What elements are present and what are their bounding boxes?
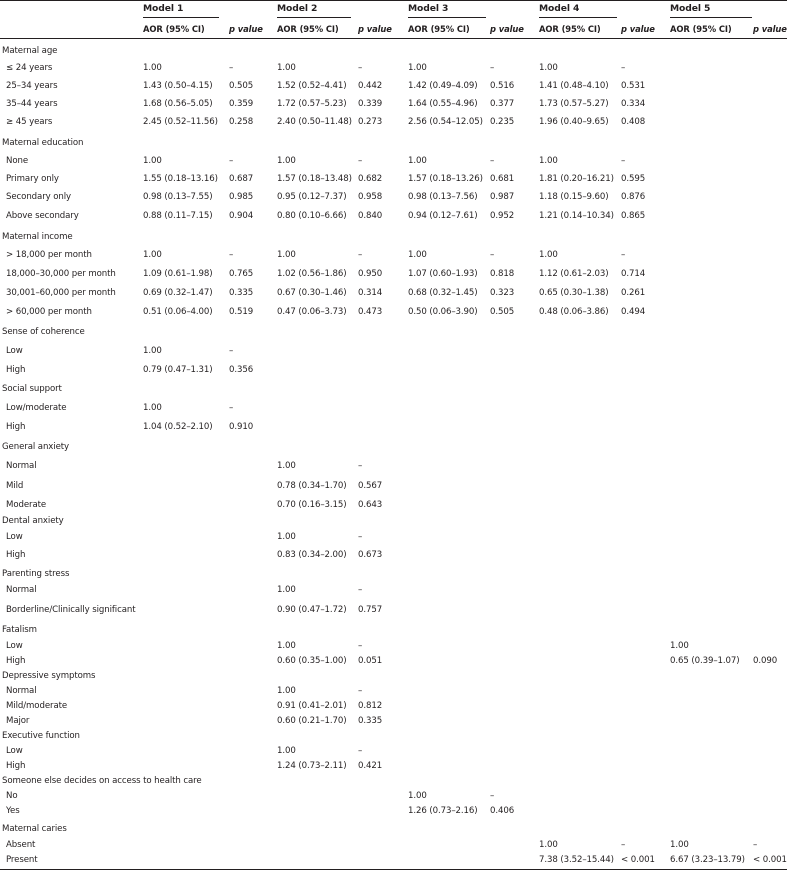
aor-cell: 1.24 (0.73–2.11) (277, 761, 347, 771)
model-header-underline (670, 17, 752, 18)
p-value-cell: 0.958 (358, 192, 383, 202)
aor-cell: 1.00 (143, 250, 162, 260)
row-label: Mild/moderate (6, 701, 68, 711)
aor-cell: 1.00 (670, 641, 689, 651)
p-value-cell: 0.985 (229, 192, 254, 202)
p-value-cell: – (621, 250, 626, 260)
aor-cell: 1.00 (408, 63, 427, 73)
p-value-cell: 0.567 (358, 481, 383, 491)
aor-cell: 1.00 (143, 403, 162, 413)
aor-cell: 1.00 (277, 585, 296, 595)
model-header-underline (143, 17, 219, 18)
p-value-cell: – (358, 686, 363, 696)
p-value-cell: 0.377 (490, 99, 515, 109)
aor-cell: 1.43 (0.50–4.15) (143, 81, 213, 91)
p-value-cell: 0.334 (621, 99, 646, 109)
aor-cell: 2.56 (0.54–12.05) (408, 117, 483, 127)
aor-cell: 1.12 (0.61–2.03) (539, 269, 609, 279)
aor-cell: 1.68 (0.56–5.05) (143, 99, 213, 109)
p-value-cell: 0.673 (358, 550, 383, 560)
aor-cell: 1.00 (539, 63, 558, 73)
p-value-cell: 0.531 (621, 81, 646, 91)
aor-cell: 1.64 (0.55–4.96) (408, 99, 478, 109)
section-label: Maternal education (2, 138, 84, 148)
bottom-rule (0, 869, 787, 870)
row-label: ≥ 45 years (6, 117, 53, 127)
p-value-cell: – (490, 63, 495, 73)
aor-cell: 1.00 (277, 641, 296, 651)
column-header-aor: AOR (95% CI) (277, 24, 339, 34)
p-value-cell: – (229, 156, 234, 166)
column-header-aor: AOR (95% CI) (143, 24, 205, 34)
row-label: Low/moderate (6, 403, 67, 413)
column-header-p-value: p value (753, 24, 787, 34)
p-value-cell: 0.987 (490, 192, 515, 202)
p-value-cell: 0.910 (229, 422, 254, 432)
p-value-cell: – (358, 532, 363, 542)
aor-cell: 1.55 (0.18–13.16) (143, 174, 218, 184)
aor-cell: 1.81 (0.20–16.21) (539, 174, 614, 184)
p-value-cell: 0.519 (229, 307, 254, 317)
row-label: Major (6, 716, 30, 726)
aor-cell: 1.00 (408, 250, 427, 260)
aor-cell: 1.00 (277, 532, 296, 542)
aor-cell: 1.96 (0.40–9.65) (539, 117, 609, 127)
aor-cell: 7.38 (3.52–15.44) (539, 855, 614, 865)
aor-cell: 0.78 (0.34–1.70) (277, 481, 347, 491)
header-rule (0, 38, 787, 39)
p-value-cell: – (229, 403, 234, 413)
p-value-cell: 0.339 (358, 99, 383, 109)
row-label: 35–44 years (6, 99, 58, 109)
row-label: Above secondary (6, 211, 79, 221)
model-header: Model 3 (408, 3, 449, 14)
row-label: ≤ 24 years (6, 63, 53, 73)
section-label: General anxiety (2, 442, 70, 452)
aor-cell: 1.26 (0.73–2.16) (408, 806, 478, 816)
p-value-cell: 0.473 (358, 307, 383, 317)
row-label: Mild (6, 481, 24, 491)
model-header-underline (277, 17, 351, 18)
column-header-p-value: p value (229, 24, 263, 34)
aor-cell: 0.50 (0.06–3.90) (408, 307, 478, 317)
row-label: Moderate (6, 500, 47, 510)
aor-cell: 1.00 (277, 63, 296, 73)
aor-cell: 1.00 (277, 746, 296, 756)
p-value-cell: 0.051 (358, 656, 383, 666)
aor-cell: 0.67 (0.30–1.46) (277, 288, 347, 298)
p-value-cell: 0.681 (490, 174, 515, 184)
p-value-cell: – (358, 746, 363, 756)
p-value-cell: – (229, 63, 234, 73)
section-label: Parenting stress (2, 569, 70, 579)
aor-cell: 0.60 (0.35–1.00) (277, 656, 347, 666)
aor-cell: 1.04 (0.52–2.10) (143, 422, 213, 432)
p-value-cell: 0.765 (229, 269, 254, 279)
aor-cell: 0.90 (0.47–1.72) (277, 605, 347, 615)
aor-cell: 1.00 (539, 840, 558, 850)
p-value-cell: – (358, 641, 363, 651)
aor-cell: 0.95 (0.12–7.37) (277, 192, 347, 202)
aor-cell: 1.00 (277, 156, 296, 166)
row-label: 25–34 years (6, 81, 58, 91)
aor-cell: 1.09 (0.61–1.98) (143, 269, 213, 279)
aor-cell: 1.52 (0.52–4.41) (277, 81, 347, 91)
aor-cell: 1.57 (0.18–13.26) (408, 174, 483, 184)
aor-cell: 0.60 (0.21–1.70) (277, 716, 347, 726)
row-label: Present (6, 855, 38, 865)
p-value-cell: 0.952 (490, 211, 515, 221)
aor-cell: 1.00 (539, 250, 558, 260)
section-label: Executive function (2, 731, 80, 741)
row-label: Low (6, 346, 23, 356)
p-value-cell: – (621, 156, 626, 166)
aor-cell: 1.00 (277, 250, 296, 260)
aor-cell: 0.70 (0.16–3.15) (277, 500, 347, 510)
row-label: High (6, 365, 26, 375)
aor-cell: 1.00 (670, 840, 689, 850)
aor-cell: 0.80 (0.10–6.66) (277, 211, 347, 221)
aor-cell: 1.00 (143, 63, 162, 73)
p-value-cell: 0.950 (358, 269, 383, 279)
p-value-cell: < 0.001 (753, 855, 787, 865)
p-value-cell: 0.757 (358, 605, 383, 615)
aor-cell: 0.48 (0.06–3.86) (539, 307, 609, 317)
aor-cell: 0.79 (0.47–1.31) (143, 365, 213, 375)
aor-cell: 0.65 (0.30–1.38) (539, 288, 609, 298)
section-label: Social support (2, 384, 62, 394)
section-label: Maternal income (2, 232, 73, 242)
section-label: Fatalism (2, 625, 37, 635)
aor-cell: 1.21 (0.14–10.34) (539, 211, 614, 221)
row-label: 30,001–60,000 per month (6, 288, 116, 298)
p-value-cell: 0.865 (621, 211, 646, 221)
row-label: Normal (6, 461, 37, 471)
row-label: Borderline/Clinically significant (6, 605, 136, 615)
p-value-cell: – (229, 250, 234, 260)
section-label: Maternal caries (2, 824, 67, 834)
aor-cell: 1.07 (0.60–1.93) (408, 269, 478, 279)
column-header-p-value: p value (621, 24, 655, 34)
column-header-aor: AOR (95% CI) (539, 24, 601, 34)
row-label: High (6, 422, 26, 432)
p-value-cell: < 0.001 (621, 855, 655, 865)
p-value-cell: 0.494 (621, 307, 646, 317)
aor-cell: 1.00 (277, 461, 296, 471)
top-rule (0, 0, 787, 1)
p-value-cell: – (490, 156, 495, 166)
section-label: Dental anxiety (2, 516, 64, 526)
row-label: High (6, 761, 26, 771)
p-value-cell: 0.505 (490, 307, 515, 317)
p-value-cell: 0.643 (358, 500, 383, 510)
aor-cell: 0.94 (0.12–7.61) (408, 211, 478, 221)
row-label: No (6, 791, 18, 801)
p-value-cell: 0.261 (621, 288, 646, 298)
p-value-cell: 0.335 (358, 716, 383, 726)
p-value-cell: 0.442 (358, 81, 383, 91)
aor-cell: 1.02 (0.56–1.86) (277, 269, 347, 279)
section-label: Depressive symptoms (2, 671, 96, 681)
row-label: High (6, 550, 26, 560)
p-value-cell: 0.421 (358, 761, 383, 771)
model-header-underline (408, 17, 486, 18)
row-label: Absent (6, 840, 36, 850)
column-header-p-value: p value (490, 24, 524, 34)
aor-cell: 1.42 (0.49–4.09) (408, 81, 478, 91)
p-value-cell: – (358, 461, 363, 471)
row-label: Normal (6, 585, 37, 595)
p-value-cell: – (621, 840, 626, 850)
p-value-cell: – (358, 585, 363, 595)
p-value-cell: 0.359 (229, 99, 254, 109)
aor-cell: 0.51 (0.06–4.00) (143, 307, 213, 317)
model-header: Model 1 (143, 3, 184, 14)
aor-cell: 1.00 (408, 156, 427, 166)
aor-cell: 0.83 (0.34–2.00) (277, 550, 347, 560)
aor-cell: 0.65 (0.39–1.07) (670, 656, 740, 666)
aor-cell: 1.18 (0.15–9.60) (539, 192, 609, 202)
aor-cell: 0.47 (0.06–3.73) (277, 307, 347, 317)
row-label: Low (6, 746, 23, 756)
p-value-cell: 0.323 (490, 288, 515, 298)
aor-cell: 1.73 (0.57–5.27) (539, 99, 609, 109)
p-value-cell: – (621, 63, 626, 73)
p-value-cell: 0.314 (358, 288, 383, 298)
p-value-cell: – (753, 840, 758, 850)
column-header-aor: AOR (95% CI) (408, 24, 470, 34)
p-value-cell: – (490, 250, 495, 260)
section-label: Sense of coherence (2, 327, 85, 337)
column-header-aor: AOR (95% CI) (670, 24, 732, 34)
row-label: None (6, 156, 29, 166)
p-value-cell: 0.812 (358, 701, 383, 711)
p-value-cell: 0.682 (358, 174, 383, 184)
aor-cell: 1.00 (539, 156, 558, 166)
p-value-cell: – (229, 346, 234, 356)
p-value-cell: 0.840 (358, 211, 383, 221)
column-header-p-value: p value (358, 24, 392, 34)
row-label: > 18,000 per month (6, 250, 92, 260)
aor-cell: 1.72 (0.57–5.23) (277, 99, 347, 109)
p-value-cell: 0.818 (490, 269, 515, 279)
aor-cell: 0.69 (0.32–1.47) (143, 288, 213, 298)
aor-cell: 1.00 (143, 346, 162, 356)
row-label: High (6, 656, 26, 666)
p-value-cell: 0.258 (229, 117, 254, 127)
row-label: 18,000–30,000 per month (6, 269, 116, 279)
aor-cell: 6.67 (3.23–13.79) (670, 855, 745, 865)
model-header-underline (539, 17, 617, 18)
row-label: > 60,000 per month (6, 307, 92, 317)
aor-cell: 1.00 (277, 686, 296, 696)
p-value-cell: 0.235 (490, 117, 515, 127)
p-value-cell: 0.904 (229, 211, 254, 221)
row-label: Low (6, 641, 23, 651)
model-header: Model 5 (670, 3, 711, 14)
aor-cell: 1.41 (0.48–4.10) (539, 81, 609, 91)
p-value-cell: 0.505 (229, 81, 254, 91)
p-value-cell: – (490, 791, 495, 801)
p-value-cell: 0.335 (229, 288, 254, 298)
section-label: Someone else decides on access to health care (2, 776, 202, 786)
p-value-cell: 0.595 (621, 174, 646, 184)
p-value-cell: – (358, 250, 363, 260)
p-value-cell: 0.090 (753, 656, 778, 666)
section-label: Maternal age (2, 46, 58, 56)
row-label: Normal (6, 686, 37, 696)
row-label: Primary only (6, 174, 59, 184)
p-value-cell: 0.273 (358, 117, 383, 127)
p-value-cell: 0.408 (621, 117, 646, 127)
model-header: Model 2 (277, 3, 318, 14)
aor-cell: 0.91 (0.41–2.01) (277, 701, 347, 711)
p-value-cell: – (358, 156, 363, 166)
aor-cell: 0.98 (0.13–7.55) (143, 192, 213, 202)
aor-cell: 1.00 (143, 156, 162, 166)
row-label: Secondary only (6, 192, 72, 202)
aor-cell: 2.40 (0.50–11.48) (277, 117, 352, 127)
aor-cell: 0.68 (0.32–1.45) (408, 288, 478, 298)
p-value-cell: 0.356 (229, 365, 254, 375)
p-value-cell: 0.406 (490, 806, 515, 816)
p-value-cell: 0.714 (621, 269, 646, 279)
row-label: Yes (6, 806, 20, 816)
aor-cell: 0.88 (0.11–7.15) (143, 211, 213, 221)
model-header: Model 4 (539, 3, 580, 14)
p-value-cell: 0.516 (490, 81, 515, 91)
aor-cell: 0.98 (0.13–7.56) (408, 192, 478, 202)
aor-cell: 1.57 (0.18–13.48) (277, 174, 352, 184)
aor-cell: 1.00 (408, 791, 427, 801)
row-label: Low (6, 532, 23, 542)
p-value-cell: – (358, 63, 363, 73)
aor-cell: 2.45 (0.52–11.56) (143, 117, 218, 127)
p-value-cell: 0.876 (621, 192, 646, 202)
p-value-cell: 0.687 (229, 174, 254, 184)
